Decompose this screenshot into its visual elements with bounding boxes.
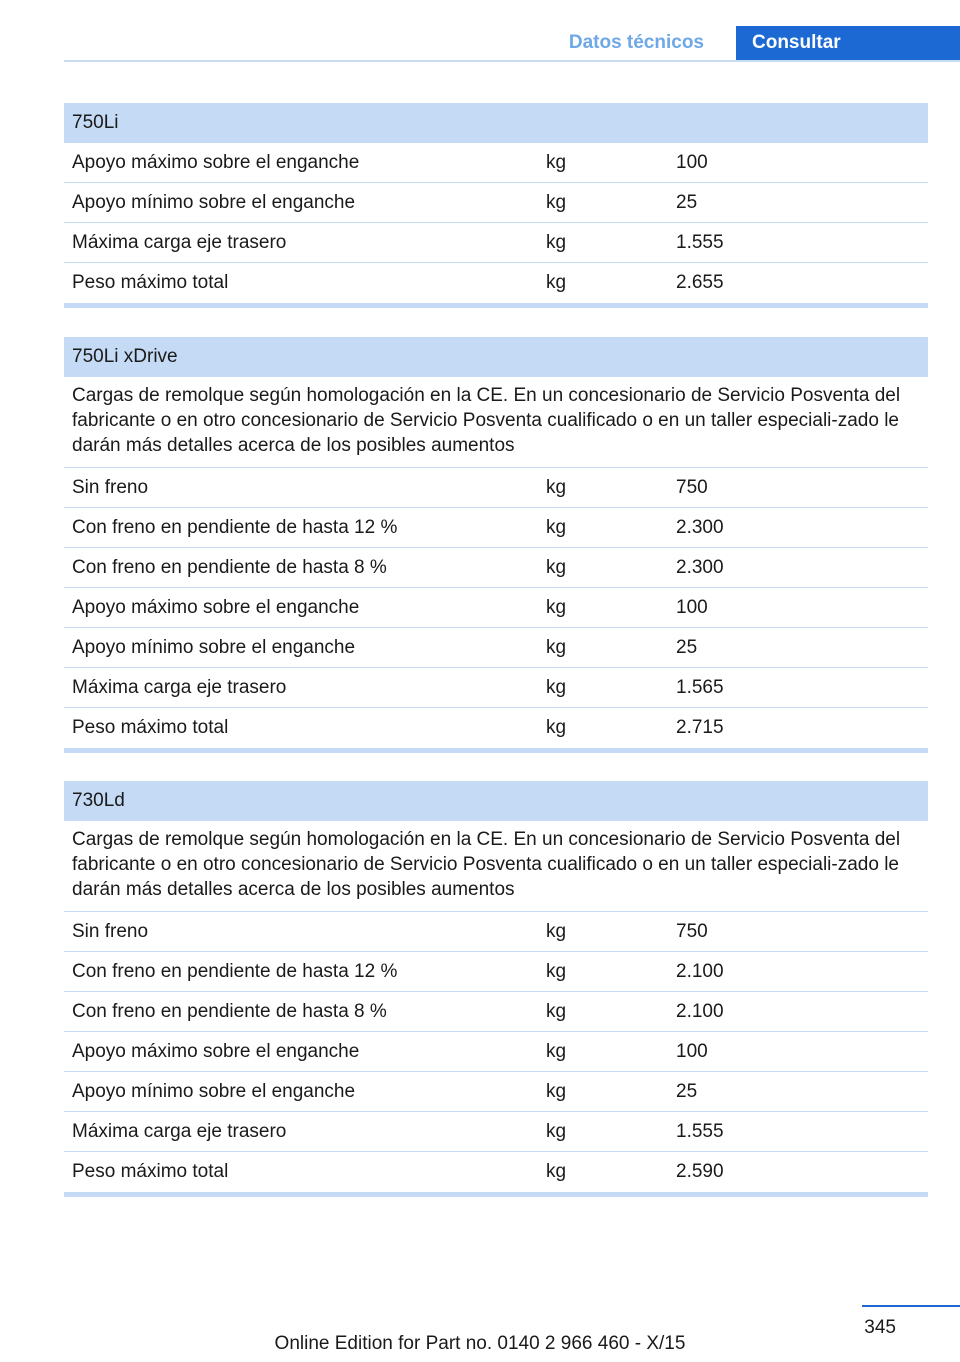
- row-value: 100: [676, 152, 708, 173]
- row-value: 1.565: [676, 677, 724, 698]
- row-unit: kg: [546, 272, 567, 293]
- table-body: [64, 143, 928, 303]
- row-value: 750: [676, 921, 708, 942]
- spec-table-750li: [64, 103, 928, 308]
- row-unit: kg: [546, 717, 567, 738]
- row-unit: kg: [546, 557, 567, 578]
- page-number-rule: [862, 1305, 960, 1307]
- table-row: [64, 1112, 928, 1152]
- row-label: Sin freno: [72, 921, 149, 942]
- table-bottom-rule: [64, 748, 928, 753]
- spec-table-750li-xdrive: [64, 337, 928, 753]
- row-label: Con freno en pendiente de hasta 12 %: [72, 517, 398, 538]
- row-label: Sin freno: [72, 477, 149, 498]
- table-bottom-rule: [64, 303, 928, 308]
- table-row: [64, 952, 928, 992]
- row-unit: kg: [546, 921, 567, 942]
- row-value: 2.100: [676, 961, 724, 982]
- row-value: 2.590: [676, 1161, 724, 1182]
- row-label: Máxima carga eje trasero: [72, 232, 287, 253]
- section-breadcrumb[interactable]: Datos técnicos: [568, 32, 704, 53]
- row-label: Apoyo mínimo sobre el enganche: [72, 1081, 356, 1102]
- row-value: 2.715: [676, 717, 724, 738]
- row-value: 100: [676, 597, 708, 618]
- row-label: Máxima carga eje trasero: [72, 1121, 287, 1142]
- row-label: Apoyo mínimo sobre el enganche: [72, 192, 356, 213]
- row-unit: kg: [546, 677, 567, 698]
- row-label: Peso máximo total: [72, 1161, 229, 1182]
- row-value: 1.555: [676, 1121, 724, 1142]
- page-header: [64, 26, 960, 62]
- row-label: Apoyo máximo sobre el enganche: [72, 597, 360, 618]
- row-unit: kg: [546, 961, 567, 982]
- table-row: [64, 223, 928, 263]
- table-row: [64, 628, 928, 668]
- table-row: [64, 548, 928, 588]
- row-unit: kg: [546, 1121, 567, 1142]
- row-label: Apoyo mínimo sobre el enganche: [72, 637, 356, 658]
- row-unit: kg: [546, 1041, 567, 1062]
- row-value: 100: [676, 1041, 708, 1062]
- row-value: 25: [676, 192, 698, 213]
- row-label: Con freno en pendiente de hasta 12 %: [72, 961, 398, 982]
- row-unit: kg: [546, 597, 567, 618]
- row-unit: kg: [546, 477, 567, 498]
- table-body: [64, 912, 928, 1192]
- table-title: 750Li xDrive: [64, 337, 928, 377]
- table-row: [64, 708, 928, 748]
- row-unit: kg: [546, 1161, 567, 1182]
- row-label: Apoyo máximo sobre el enganche: [72, 152, 360, 173]
- table-row: [64, 143, 928, 183]
- table-body: [64, 468, 928, 748]
- row-unit: kg: [546, 1001, 567, 1022]
- row-value: 750: [676, 477, 708, 498]
- row-unit: kg: [546, 232, 567, 253]
- table-row: [64, 1072, 928, 1112]
- table-row: [64, 263, 928, 303]
- table-row: [64, 1032, 928, 1072]
- table-bottom-rule: [64, 1192, 928, 1197]
- row-value: 25: [676, 637, 698, 658]
- table-title: 730Ld: [64, 781, 928, 821]
- row-value: 1.555: [676, 232, 724, 253]
- row-label: Máxima carga eje trasero: [72, 677, 287, 698]
- row-unit: kg: [546, 1081, 567, 1102]
- table-note: Cargas de remolque según homologación en la CE. En un concesionario de Servicio Posventa del fabricante o en otro concesionario de Servicio Posventa cualificado o en un taller especiali‐zado le darán más detalles acerca de los posibles aumentos: [64, 377, 928, 468]
- row-value: 2.300: [676, 557, 724, 578]
- row-unit: kg: [546, 152, 567, 173]
- row-value: 2.655: [676, 272, 724, 293]
- table-row: [64, 668, 928, 708]
- tab-consultar[interactable]: Consultar: [736, 26, 960, 62]
- table-row: [64, 508, 928, 548]
- table-row: [64, 1152, 928, 1192]
- row-value: 2.100: [676, 1001, 724, 1022]
- header-divider: [64, 60, 960, 62]
- row-value: 2.300: [676, 517, 724, 538]
- table-row: [64, 912, 928, 952]
- row-value: 25: [676, 1081, 698, 1102]
- row-label: Apoyo máximo sobre el enganche: [72, 1041, 360, 1062]
- table-row: [64, 183, 928, 223]
- row-label: Con freno en pendiente de hasta 8 %: [72, 1001, 387, 1022]
- row-label: Peso máximo total: [72, 717, 229, 738]
- page-number: 345: [864, 1317, 896, 1338]
- spec-table-730ld: [64, 781, 928, 1197]
- table-row: [64, 468, 928, 508]
- table-row: [64, 992, 928, 1032]
- row-label: Peso máximo total: [72, 272, 229, 293]
- table-note: Cargas de remolque según homologación en la CE. En un concesionario de Servicio Posventa del fabricante o en otro concesionario de Servicio Posventa cualificado o en un taller especiali‐zado le darán más detalles acerca de los posibles aumentos: [64, 821, 928, 912]
- row-unit: kg: [546, 192, 567, 213]
- row-label: Con freno en pendiente de hasta 8 %: [72, 557, 387, 578]
- table-row: [64, 588, 928, 628]
- edition-footer: Online Edition for Part no. 0140 2 966 460 - X/15: [274, 1333, 686, 1354]
- row-unit: kg: [546, 637, 567, 658]
- row-unit: kg: [546, 517, 567, 538]
- table-title: 750Li: [64, 103, 928, 143]
